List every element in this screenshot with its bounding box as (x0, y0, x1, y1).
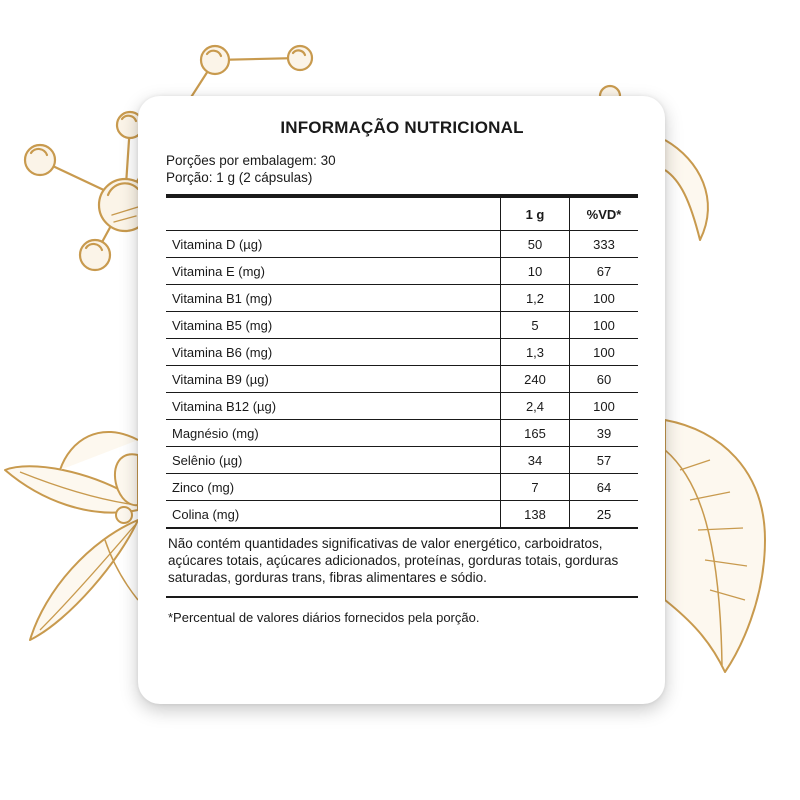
nutrient-name: Colina (mg) (172, 506, 240, 522)
nutrient-daily-value: 25 (570, 501, 639, 528)
nutrient-amount: 1,3 (501, 339, 570, 366)
nutrient-name: Vitamina B1 (mg) (166, 285, 501, 312)
table-header-row (166, 198, 638, 231)
table-row (166, 501, 638, 528)
nutrient-name: Magnésio (mg) (166, 420, 501, 447)
nutrient-name: Vitamina B6 (mg) (166, 339, 501, 366)
panel-content (166, 116, 638, 625)
table-row (166, 366, 638, 393)
nutrient-name: Selênio (µg) (166, 447, 501, 474)
nutrient-daily-value: 100 (570, 312, 639, 339)
header-nutrient (166, 198, 501, 231)
nutrient-amount: 50 (501, 231, 570, 258)
leaf-illustration (665, 140, 765, 672)
nutrient-amount: 5 (501, 312, 570, 339)
daily-value-footnote: *Percentual de valores diários fornecidos pela porção. (168, 610, 480, 625)
nutrient-amount: 240 (501, 366, 570, 393)
nutrient-daily-value: 100 (570, 339, 639, 366)
nutrient-amount: 165 (501, 420, 570, 447)
nutrient-name: Vitamina B9 (µg) (166, 366, 501, 393)
nutrient-name: Vitamina B5 (mg) (166, 312, 501, 339)
nutrient-daily-value: 57 (570, 447, 639, 474)
nutrient-daily-value: 100 (570, 393, 639, 420)
table-row (166, 231, 638, 258)
table-row (166, 339, 638, 366)
table-row (166, 420, 638, 447)
table-row (166, 447, 638, 474)
table-row (166, 474, 638, 501)
table-row (166, 285, 638, 312)
nutrient-daily-value: 64 (570, 474, 639, 501)
header-amount: 1 g (501, 198, 570, 231)
nutrient-amount: 10 (501, 258, 570, 285)
nutrition-table (166, 198, 638, 527)
nutrient-amount: 138 (501, 501, 570, 528)
table-row (166, 393, 638, 420)
servings-per-package: Porções por embalagem: 30 (166, 153, 336, 168)
nutrient-amount: 2,4 (501, 393, 570, 420)
nutrient-name: Vitamina B12 (µg) (166, 393, 501, 420)
nutrient-amount: 1,2 (501, 285, 570, 312)
nutrient-name: Vitamina E (mg) (166, 258, 501, 285)
insignificant-amounts-note: Não contém quantidades significativas de valor energético, carboidratos, açúcares totais, açúcares adicionados, proteínas, gorduras totais, gorduras saturadas, gorduras trans, fibras alimentares e sódio. (168, 536, 619, 585)
nutrient-amount: 7 (501, 474, 570, 501)
table-row (166, 312, 638, 339)
nutrition-facts-panel (138, 96, 665, 704)
nutrient-amount: 34 (501, 447, 570, 474)
nutrient-name: Zinco (mg) (166, 474, 501, 501)
panel-title: INFORMAÇÃO NUTRICIONAL (280, 118, 524, 137)
serving-size: Porção: 1 g (2 cápsulas) (166, 170, 313, 185)
nutrient-name: Vitamina D (µg) (166, 231, 501, 258)
nutrient-daily-value: 39 (570, 420, 639, 447)
header-daily-value: %VD* (570, 198, 639, 231)
flower-illustration (5, 432, 138, 640)
table-row (166, 258, 638, 285)
nutrient-daily-value: 67 (570, 258, 639, 285)
nutrient-daily-value: 60 (570, 366, 639, 393)
nutrient-daily-value: 333 (570, 231, 639, 258)
nutrient-daily-value: 100 (570, 285, 639, 312)
